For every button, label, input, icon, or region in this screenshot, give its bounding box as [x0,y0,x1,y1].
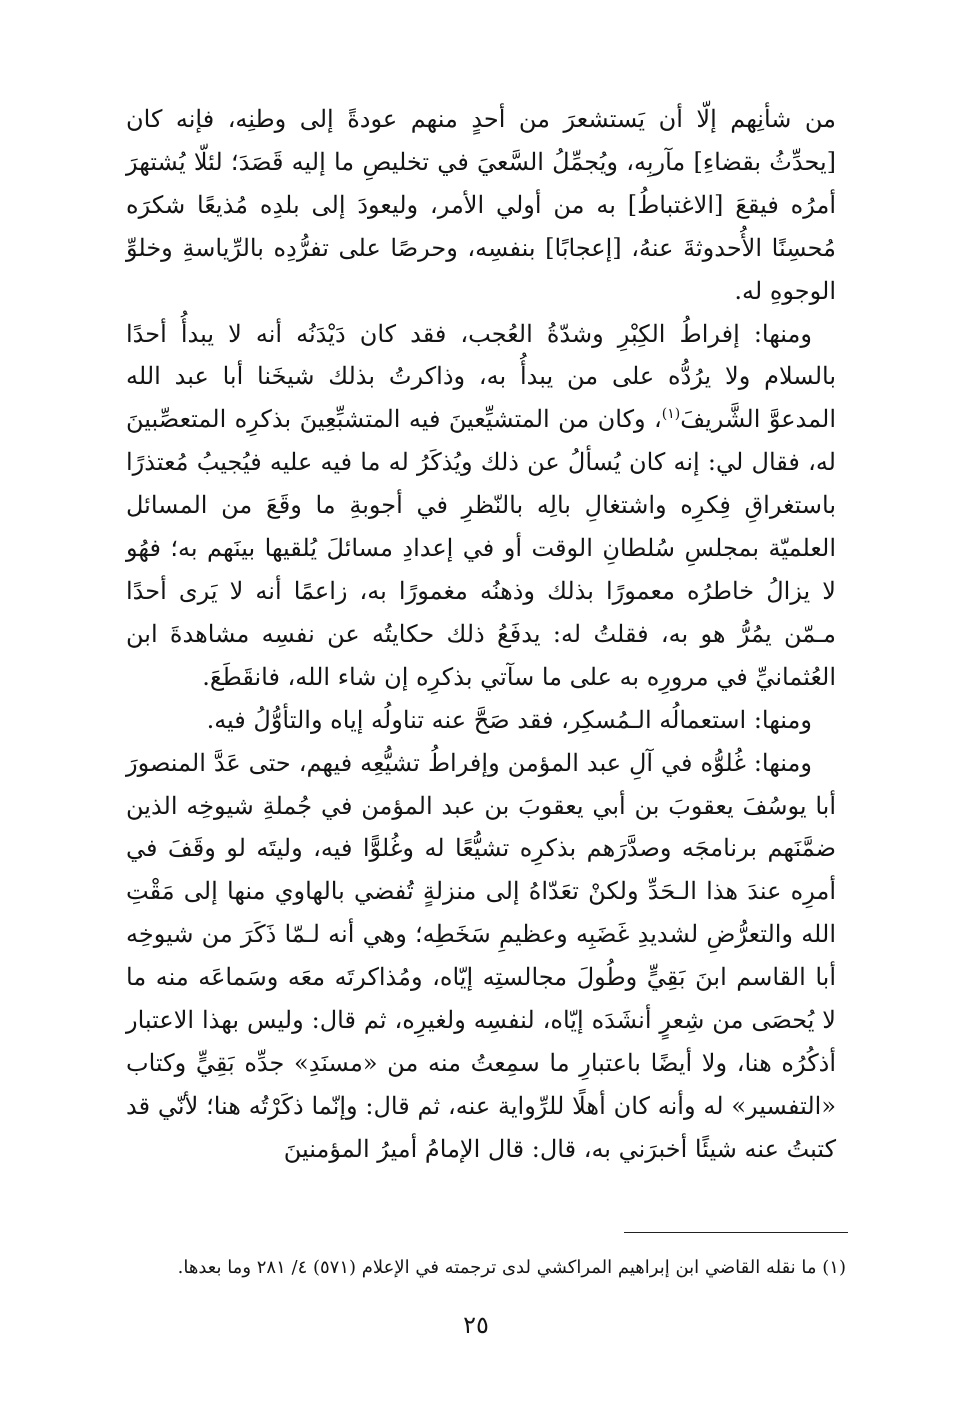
paragraph-2-part-1: ومنها: إفراطُ الكِبْرِ وشدّةُ العُجب، فقد كان دَيْدَنُه أنه لا يبدأُ أحدًا بالسلام ولا يرُدُّه على من يبدأُ به، وذاكرتُ بذلك شيخَنا أبا عبد الله المدعوَّ الشَّريفَ [126,319,836,434]
paragraph-4: ومنها: غُلوُّه في آلِ عبد المؤمن وإفراطُ تشيُّعِه فيهم، حتى عَدَّ المنصورَ أبا يوسُفَ يعقوبَ بن أبي يعقوبَ بن عبد المؤمن في جُملةِ شيوخِه الذين ضمَّنَهم برنامجَه وصدَّرَهم بذكرِه تشيُّعًا له وغُلوًّا فيه، وليتَه لو وقَفَ في أمرِه عندَ هذا الـحَدِّ ولكنْ تعَدّاهُ إلى منزلةٍ تُفضي بالهاوي منها إلى مَقْتِ الله والتعرُّضِ لشديدِ غَضَبِه وعظيمِ سَخَطِه؛ وهي أنه لـمّا ذَكَرَ من شيوخِه أبا القاسم ابنَ بَقِيٍّ وطُولَ مجالستِه إيّاه، ومُذاكرتَه معَه وسَماعَه منه ما لا يُحصَى من شِعرٍ أنشَدَه إيّاه، لنفسِه ولغيرِه، ثم قال: وليس بهذا الاعتبار أذكُرُه هنا، ولا أيضًا باعتبارِ ما سمِعتُ منه من «مسنَدِ» جدِّه بَقِيٍّ وكتاب «التفسير» له وأنه كان أهلًا للرِّواية عنه، ثم قال: وإنّما ذكَرْتُه هنا؛ لأنّي قد كتبتُ عنه شيئًا أخبرَني به، قال: قال الإمامُ أميرُ المؤمنينَ [126,748,836,1163]
paragraph-2-part-2: ، وكان من المتشيِّعينَ فيه المتشبِّعِينَ بذكرِه المتعصِّبينَ له، فقال لي: إنه كان يُسألُ عن ذلك ويُذكَرُ له ما فيه عليه فيُجيبُ مُعتذرًا باستغراقِ فِكرِه واشتغالِ بالِه بالنّظرِ في أجوبةِ ما وقَعَ من المسائل العلميّة بمجلسِ سُلطانِ الوقت أو في إعدادِ مسائلَ يُلقيها بينَهم به؛ فهُو لا يزالُ خاطرُه معمورًا بذلك وذهنُه مغمورًا به، زاعمًا أنه لا يَرى أحدًا مـمّن يمُرُّ هو به، فقلتُ له: يدفَعُ ذلك حكايتُه عن نفسِه مشاهدةَ ابن العُثمانيِّ في مرورِه به على ما سآتي بذكرِه إن شاء الله، فانقَطَعَ. [126,405,836,691]
page-number: ٢٥ [463,1311,489,1339]
paragraph-2 [126,313,836,699]
paragraph-3: ومنها: استعمالُه الـمُسكِر، فقد صَحَّ عنه تناولُه إياه والتأوُّلُ فيه. [206,705,812,734]
paragraph-1: من شأنِهم إلّا أن يَستشعرَ من أحدٍ منهم عودةً إلى وطنِه، فإنه كان [يحدِّثُ بقضاءِ] مآربِه، ويُجمِّلُ السَّعيَ في تخليصِ ما إليه قَصَدَ؛ لئلّا يُشتهرَ أمرُه فيقعَ [الاغتباطُ] به من أولي الأمر، وليعودَ إلى بلدِه مُذيعًا شكرَه مُحسِنًا الأُحدوثةَ عنهُ، [إعجابًا] بنفسِه، وحرصًا على تفرُّدِه بالرِّياسةِ وخلوِّ الوجوهِ له. [126,105,837,305]
footnote-reference[interactable]: (١) [661,406,681,423]
footnote-divider [624,1232,848,1233]
main-text [126,98,836,1171]
footnote-text: (١) ما نقله القاضي ابن إبراهيم المراكشي لدى ترجمته في الإعلام (٥٧١) ٤/ ٢٨١ وما بعدها. [177,1257,846,1278]
